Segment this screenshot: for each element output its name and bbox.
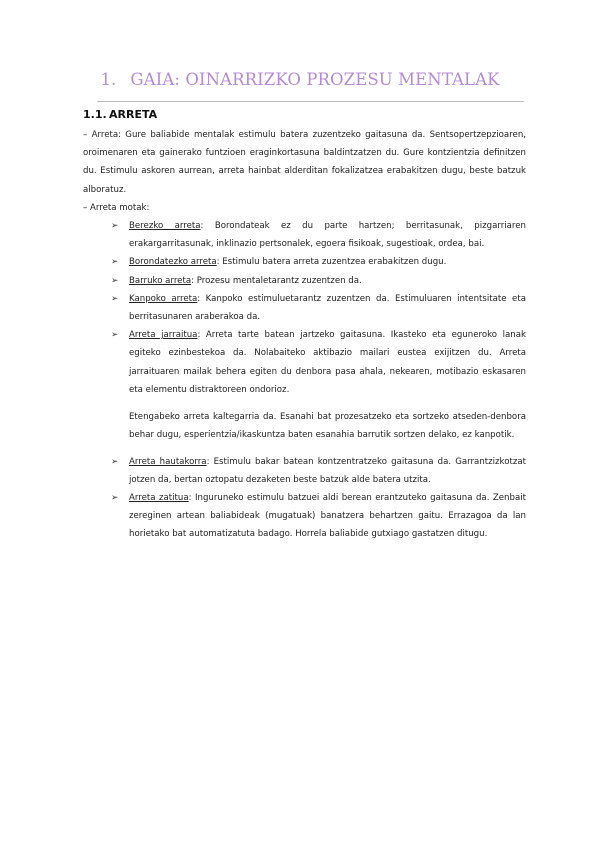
attention-types-list: [83, 217, 526, 399]
list-item: [83, 290, 526, 326]
section-heading: [83, 108, 157, 121]
chapter-title: [0, 70, 600, 89]
intro-paragraph: – Arreta: Gure baliabide mentalak estimulu batera zuzentzeko gaitasuna da. Sentsopertzepzioaren, oroimenaren eta gainerako funtzioen eraginkortasuna baldintzatzen du. Gure kontzientzia definitzen du. Estimulu askoren aurrean, arreta hainbat alderditan fokalizatzea erabakitzen dugu, beste batzuk alboratuz.: [83, 130, 526, 195]
arrow-bullet-icon: ➢: [111, 493, 119, 504]
list-item-term: Barruko arreta: [129, 275, 192, 286]
list-item: [83, 253, 526, 271]
arrow-bullet-icon: ➢: [111, 330, 119, 341]
list-item-text: : Arreta tarte batean jartzeko gaitasuna. Ikasteko eta eguneroko lanak egiteko ezinbestekoa da. Nolabaiteko aktibazio mailari eustea exijitzen du. Arreta jarraituaren mailak behera egiten du denbora pasa ahala, nekearen, motibazio eskasaren eta elementu distraktoreen ondorioz.: [129, 330, 526, 395]
list-item-term: Kanpoko arreta: [129, 293, 198, 304]
arrow-bullet-icon: ➢: [111, 293, 119, 304]
section-body: [83, 126, 526, 544]
attention-types-list-continued: [83, 453, 526, 544]
list-item: [83, 453, 526, 489]
title-divider: [97, 101, 524, 102]
list-item: [83, 326, 526, 399]
section-number: 1.1.: [83, 108, 107, 121]
list-item-term: Arreta jarraitua: [129, 330, 198, 341]
arrow-bullet-icon: ➢: [111, 456, 119, 467]
list-item-term: Arreta zatitua: [129, 493, 189, 504]
list-item-text: : Borondateak ez du parte hartzen; berritasunak, pizgarriaren erakargarritasunak, inklinazio pertsonalek, egoera fisikoak, sugestioak, ordea, bai.: [129, 221, 526, 250]
chapter-title-text: GAIA: OINARRIZKO PROZESU MENTALAK: [130, 70, 500, 89]
list-item: [83, 217, 526, 253]
list-item-text: : Estimulu bakar batean kontzentratzeko gaitasuna da. Garrantzizkotzat jotzen da, bertan oztopatu dezaketen beste batzuk alde batera utzita.: [129, 456, 526, 485]
arrow-bullet-icon: ➢: [111, 257, 119, 268]
types-heading: – Arreta motak:: [83, 202, 150, 213]
list-item-term: Borondatezko arreta: [129, 257, 217, 268]
list-item-text: : Prozesu mentaletarantz zuzentzen da.: [191, 275, 362, 286]
list-item-term: Berezko arreta: [129, 221, 201, 232]
chapter-number: 1.: [100, 70, 117, 89]
list-item-term: Arreta hautakorra: [129, 456, 207, 467]
list-item-note: Etengabeko arreta kaltegarria da. Esanahi bat prozesatzeko eta sortzeko atseden-denbora behar dugu, esperientzia/ikaskuntza baten esanahia barrutik sortzen delako, ez kanpotik.: [129, 411, 526, 440]
section-title: ARRETA: [109, 108, 158, 121]
arrow-bullet-icon: ➢: [111, 221, 119, 232]
list-item: [83, 489, 526, 544]
list-item: [83, 272, 526, 290]
arrow-bullet-icon: ➢: [111, 275, 119, 286]
list-item-text: : Inguruneko estimulu batzuei aldi berean erantzuteko gaitasuna da. Zenbait zereginen artean baliabideak (mugatuak) banatzera behartzen gaitu. Errazagoa da lan horietako bat automatizatuta badago. Horrela baliabide gutxiago gastatzen ditugu.: [129, 493, 526, 540]
list-item-text: : Kanpoko estimuluetarantz zuzentzen da. Estimuluaren intentsitate eta berritasunaren araberakoa da.: [129, 293, 526, 323]
list-item-text: : Estimulu batera arreta zuzentzea erabakitzen dugu.: [216, 257, 447, 268]
